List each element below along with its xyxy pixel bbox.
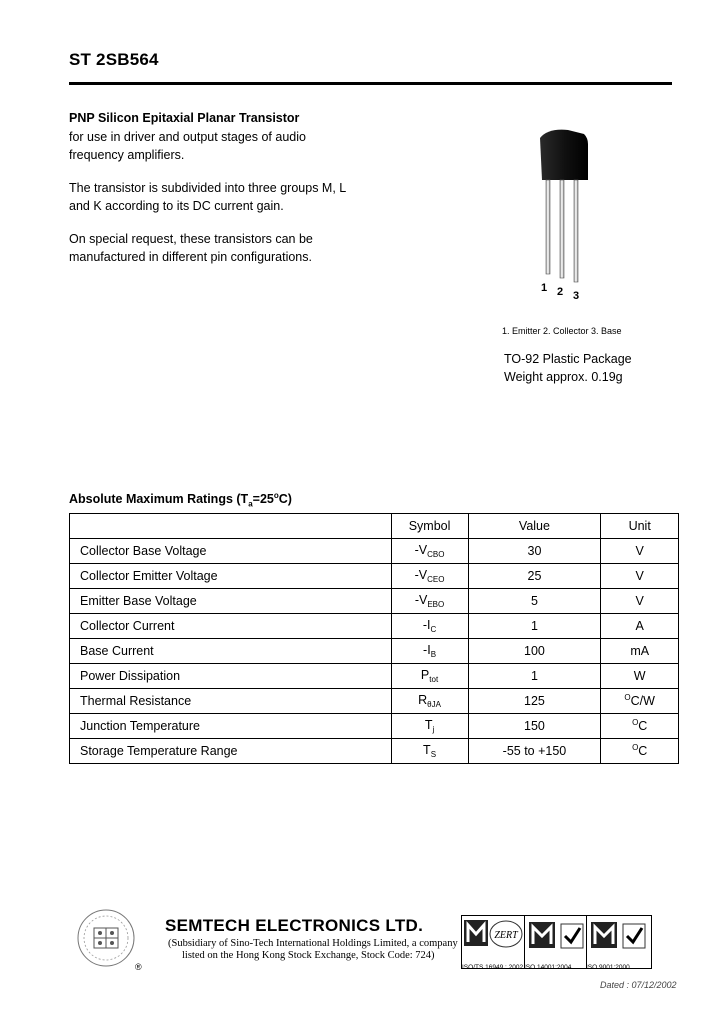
symbol-subscript: B (430, 650, 437, 659)
unit-cell (601, 564, 679, 589)
certification-label-1: ISO/TS 16949 : 2002 (462, 964, 524, 971)
pin-number-3: 3 (573, 290, 580, 302)
paragraph-line: The transistor is subdivided into three groups M, L (69, 181, 347, 195)
ratings-title: Absolute Maximum Ratings $(T_a=25^oC)$ (69, 491, 292, 509)
unit-superscript: O (632, 743, 639, 753)
parameter-cell: Collector Current (70, 614, 392, 639)
table-row (70, 564, 679, 589)
unit-text: W (633, 669, 646, 684)
unit-text: C (638, 719, 648, 734)
ratings-table (69, 513, 679, 764)
parameter-cell: Junction Temperature (70, 714, 392, 739)
symbol-subscript: tot (429, 675, 439, 684)
table-row (70, 589, 679, 614)
description-paragraph-3 (69, 230, 351, 266)
value-cell: -55 to +150 (468, 739, 601, 764)
unit-cell (601, 664, 679, 689)
paragraph-line: manufactured in different pin configurations. (69, 250, 312, 264)
description-paragraph-1 (69, 128, 351, 164)
unit-cell (601, 639, 679, 664)
unit-superscript: O (632, 718, 639, 728)
symbol-subscript: CEO (427, 575, 445, 584)
value-cell: 150 (468, 714, 601, 739)
parameter-cell: Thermal Resistance (70, 689, 392, 714)
header-symbol: Symbol (391, 514, 468, 539)
symbol-cell (391, 639, 468, 664)
header-value: Value (468, 514, 601, 539)
paragraph-line: for use in driver and output stages of audio (69, 130, 306, 144)
symbol-cell (391, 539, 468, 564)
symbol-main: -I (422, 618, 431, 632)
parameter-cell: Storage Temperature Range (70, 739, 392, 764)
description-paragraph-2 (69, 179, 351, 215)
certification-badge-1 (461, 915, 527, 969)
header-rule (69, 82, 672, 85)
table-row (70, 639, 679, 664)
symbol-main: -V (414, 568, 428, 582)
package-weight: Weight approx. 0.19g (504, 370, 623, 384)
registered-mark: ® (135, 962, 142, 972)
paragraph-line: and K according to its DC current gain. (69, 199, 284, 213)
value-cell: 1 (468, 664, 601, 689)
parameter-cell: Base Current (70, 639, 392, 664)
table-row (70, 539, 679, 564)
header-unit: Unit (601, 514, 679, 539)
company-name: SEMTECH ELECTRONICS LTD. (165, 916, 424, 935)
package-type: TO-92 Plastic Package (504, 352, 632, 366)
unit-superscript: O (624, 693, 631, 703)
unit-cell (601, 614, 679, 639)
unit-cell (601, 739, 679, 764)
parameter-cell: Power Dissipation (70, 664, 392, 689)
parameter-cell: Emitter Base Voltage (70, 589, 392, 614)
subsidiary-line-1: (Subsidiary of Sino-Tech International Holdings Limited, a company (168, 938, 458, 949)
to92-transistor-image (534, 128, 594, 288)
symbol-main: -I (423, 643, 431, 657)
value-cell: 100 (468, 639, 601, 664)
unit-text: A (635, 619, 644, 634)
value-cell: 1 (468, 614, 601, 639)
value-cell: 30 (468, 539, 601, 564)
value-cell: 25 (468, 564, 601, 589)
symbol-subscript: CBO (427, 550, 445, 559)
parameter-cell: Collector Emitter Voltage (70, 564, 392, 589)
table-row (70, 614, 679, 639)
certification-badge-2 (524, 915, 590, 969)
unit-text: V (635, 544, 644, 559)
unit-cell (601, 589, 679, 614)
unit-text: mA (630, 644, 650, 659)
paragraph-line: On special request, these transistors can be (69, 232, 313, 246)
symbol-subscript: j (432, 725, 435, 734)
symbol-cell (391, 714, 468, 739)
table-header-row (70, 514, 679, 539)
package-info (504, 350, 632, 386)
table-row (70, 739, 679, 764)
unit-text: V (635, 594, 644, 609)
table-row (70, 714, 679, 739)
pin-number-1: 1 (541, 282, 548, 294)
unit-cell (601, 539, 679, 564)
pin-number-2: 2 (557, 286, 564, 298)
unit-text: C (638, 744, 648, 759)
symbol-cell (391, 739, 468, 764)
header-parameter (70, 514, 392, 539)
symbol-cell (391, 564, 468, 589)
table-row (70, 664, 679, 689)
symbol-subscript: C (430, 625, 437, 634)
symbol-subscript: θJA (427, 700, 441, 709)
parameter-cell: Collector Base Voltage (70, 539, 392, 564)
unit-text: C/W (630, 694, 655, 709)
datasheet-title: ST 2SB564 (69, 50, 159, 69)
unit-cell (601, 689, 679, 714)
company-logo (76, 908, 136, 968)
paragraph-line: frequency amplifiers. (69, 148, 185, 162)
subsidiary-line-2: listed on the Hong Kong Stock Exchange, Stock Code: 724) (182, 950, 435, 961)
symbol-main: R (418, 693, 428, 707)
symbol-subscript: EBO (427, 600, 445, 609)
product-subtitle: PNP Silicon Epitaxial Planar Transistor (69, 111, 300, 125)
certification-label-3: ISO 9001:2000 (586, 964, 630, 971)
unit-text: V (635, 569, 644, 584)
document-date: Dated : 07/12/2002 (600, 980, 677, 990)
symbol-subscript: S (430, 750, 437, 759)
symbol-main: -V (414, 543, 428, 557)
unit-cell (601, 714, 679, 739)
certification-label-2: ISO 14001:2004 (524, 964, 572, 971)
symbol-cell (391, 589, 468, 614)
symbol-main: T (424, 718, 433, 732)
symbol-cell (391, 689, 468, 714)
symbol-cell (391, 614, 468, 639)
certification-badge-3 (586, 915, 652, 969)
symbol-cell (391, 664, 468, 689)
pin-legend: 1. Emitter 2. Collector 3. Base (502, 326, 622, 336)
symbol-main: T (423, 743, 431, 757)
svg-text:ZERT: ZERT (494, 930, 518, 941)
value-cell: 5 (468, 589, 601, 614)
symbol-main: -V (414, 593, 428, 607)
table-row (70, 689, 679, 714)
symbol-main: P (420, 668, 430, 682)
value-cell: 125 (468, 689, 601, 714)
